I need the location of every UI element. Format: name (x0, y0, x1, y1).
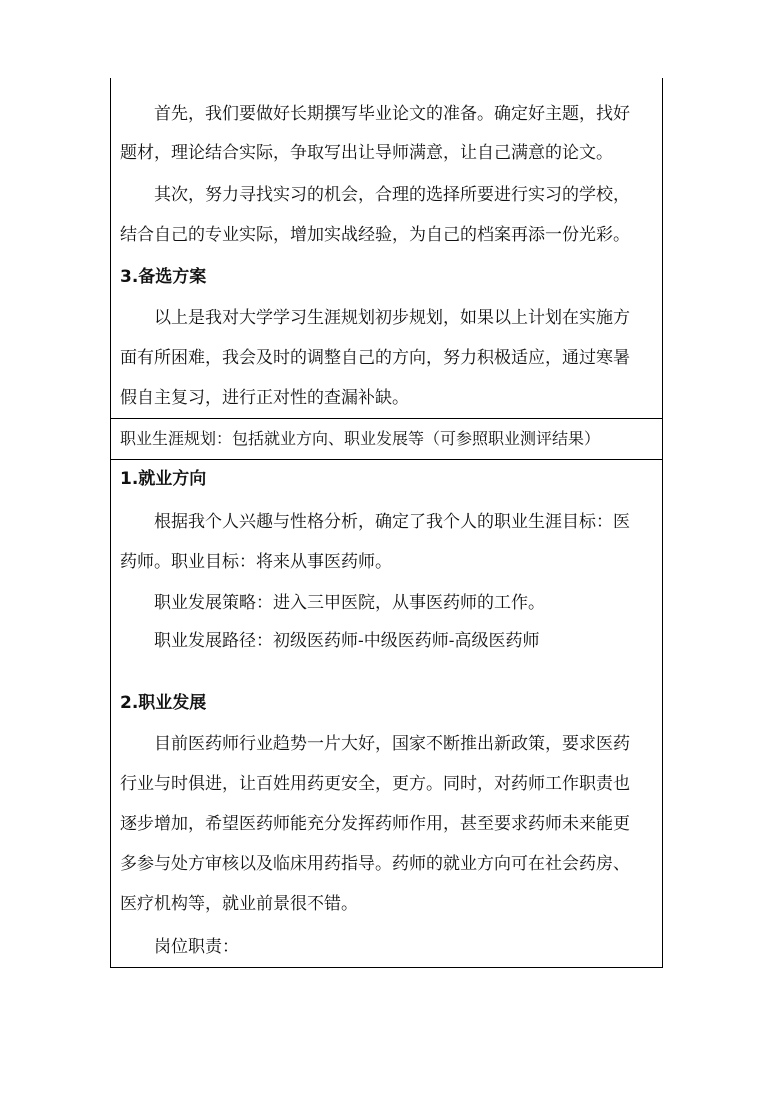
paragraph-development-line-1: 目前医药师行业趋势一片大好，国家不断推出新政策，要求医药 (154, 734, 630, 754)
paragraph-second-line-1: 其次，努力寻找实习的机会，合理的选择所要进行实习的学校， (154, 185, 630, 205)
career-plan-cell (111, 460, 662, 967)
heading-backup-plan: 3.备选方案 (120, 267, 207, 287)
paragraph-backup-line-2: 面有所困难，我会及时的调整自己的方向，努力积极适应，通过寒暑 (120, 348, 630, 368)
plan-table (110, 78, 663, 968)
paragraph-backup-line-3: 假自主复习，进行正对性的查漏补缺。 (120, 388, 409, 408)
career-strategy-line: 职业发展策略：进入三甲医院，从事医药师的工作。 (154, 593, 545, 613)
paragraph-development-line-5: 医疗机构等，就业前景很不错。 (120, 894, 358, 914)
study-plan-cell (111, 78, 662, 418)
paragraph-direction-line-2: 药师。职业目标：将来从事医药师。 (120, 552, 392, 572)
paragraph-development-line-3: 逐步增加，希望医药师能充分发挥药师作用，甚至要求药师未来能更 (120, 814, 630, 834)
paragraph-first-line-1: 首先，我们要做好长期撰写毕业论文的准备。确定好主题，找好 (154, 104, 630, 124)
career-plan-header-row (111, 418, 662, 460)
heading-employment-direction: 1.就业方向 (120, 469, 207, 489)
duties-label: 岗位职责： (154, 937, 239, 957)
paragraph-second-line-2: 结合自己的专业实际，增加实战经验，为自己的档案再添一份光彩。 (120, 225, 630, 245)
paragraph-development-line-2: 行业与时俱进，让百姓用药更安全，更方。同时，对药师工作职责也 (120, 774, 630, 794)
career-path-line: 职业发展路径：初级医药师-中级医药师-高级医药师 (154, 631, 540, 651)
paragraph-development-line-4: 多参与处方审核以及临床用药指导。药师的就业方向可在社会药房、 (120, 854, 630, 874)
paragraph-direction-line-1: 根据我个人兴趣与性格分析，确定了我个人的职业生涯目标：医 (154, 512, 630, 532)
career-plan-header-text: 职业生涯规划：包括就业方向、职业发展等（可参照职业测评结果） (120, 429, 601, 448)
paragraph-backup-line-1: 以上是我对大学学习生涯规划初步规划，如果以上计划在实施方 (154, 308, 630, 328)
paragraph-first-line-2: 题材，理论结合实际，争取写出让导师满意，让自己满意的论文。 (120, 143, 613, 163)
heading-career-development: 2.职业发展 (120, 693, 207, 713)
